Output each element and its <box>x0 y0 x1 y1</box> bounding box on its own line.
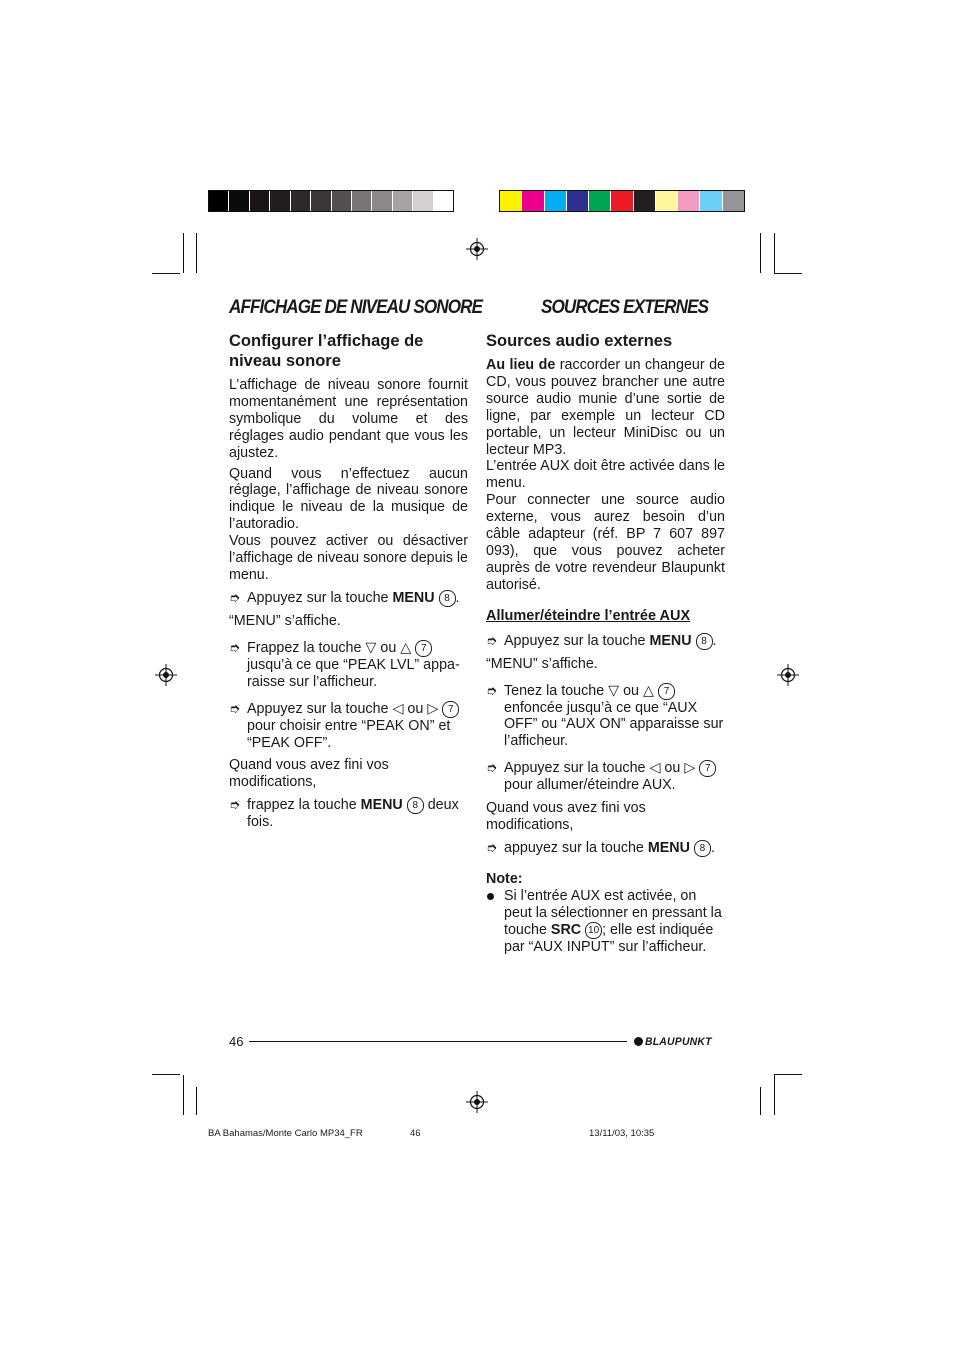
menu-status-text: “MENU” s’affiche. <box>229 612 341 629</box>
registration-mark-icon <box>466 1091 488 1113</box>
color-swatch <box>656 191 678 211</box>
right-triangle-icon: ▷ <box>684 760 696 777</box>
instruction-step: ➮ Appuyez sur la touche ◁ ou ▷ 7 pour allumer/éteindre AUX. <box>486 760 725 794</box>
crop-mark <box>774 1074 802 1075</box>
left-triangle-icon: ◁ <box>649 760 661 777</box>
up-triangle-icon: △ <box>400 639 412 656</box>
paragraph: L’entrée AUX doit être activée dans le menu. <box>486 458 725 492</box>
grayscale-calibration-bar <box>208 190 454 212</box>
gray-swatch <box>434 191 453 211</box>
right-column <box>486 331 725 956</box>
gray-swatch <box>270 191 290 211</box>
crop-mark <box>774 1075 775 1115</box>
gray-swatch <box>229 191 249 211</box>
down-triangle-icon: ▽ <box>365 639 377 656</box>
arrow-icon: ➮ <box>486 760 497 776</box>
brand-logo: BLAUPUNKT <box>634 1035 715 1048</box>
gray-swatch <box>209 191 229 211</box>
arrow-icon: ➮ <box>486 632 497 648</box>
paragraph: Vous pouvez activer ou désactiver l’affichage de niveau sonore depuis le menu. <box>229 533 468 583</box>
button-number-badge: 8 <box>696 633 713 650</box>
gray-swatch <box>291 191 311 211</box>
up-triangle-icon: △ <box>642 682 654 699</box>
color-calibration-bar <box>499 190 745 212</box>
right-section-title: SOURCES EXTERNES <box>541 297 709 318</box>
paragraph: Pour connecter une source audio externe, vous aurez besoin d’un câble adapteur (réf. BP 7 607 897 093), que vous pouvez acheter auprès de votre revendeur Blaupunkt autorisé. <box>486 492 725 593</box>
registration-mark-icon <box>466 238 488 260</box>
paragraph: Au lieu de raccorder un changeur de CD, vous pouvez brancher une autre source audio munie d’une sortie de ligne, par exemple un lecteur CD portable, un lecteur MiniDisc ou un lecteur MP3. <box>486 357 725 458</box>
left-heading: Configurer l’affichage de niveau sonore <box>229 332 424 370</box>
color-swatch <box>567 191 589 211</box>
color-swatch <box>500 191 522 211</box>
color-swatch <box>678 191 700 211</box>
left-triangle-icon: ◁ <box>392 700 404 717</box>
crop-mark <box>152 273 180 274</box>
bullet-icon <box>487 893 494 900</box>
print-page: 46 <box>410 1128 421 1139</box>
registration-mark-icon <box>155 664 177 686</box>
crop-mark <box>774 273 802 274</box>
crop-mark <box>196 233 197 273</box>
color-swatch <box>611 191 633 211</box>
button-number-badge: 7 <box>442 701 459 718</box>
right-triangle-icon: ▷ <box>427 700 439 717</box>
arrow-icon: ➮ <box>229 639 240 655</box>
paragraph: Quand vous avez fini vos modifications, <box>229 757 389 791</box>
footer-rule <box>249 1041 627 1042</box>
color-swatch <box>723 191 744 211</box>
note-item: Si l’entrée AUX est activée, on peut la sélectionner en pressant la touche SRC 10 ; elle est indiquée par “AUX INPUT” sur l’afficheur. <box>486 888 725 956</box>
gray-swatch <box>332 191 352 211</box>
crop-mark <box>183 1075 184 1115</box>
gray-swatch <box>311 191 331 211</box>
button-number-badge: 7 <box>699 760 716 777</box>
note-label: Note: <box>486 870 523 887</box>
crop-mark <box>760 233 761 273</box>
gray-swatch <box>372 191 392 211</box>
instruction-step: ➮ appuyez sur la touche MENU 8 . <box>486 839 715 856</box>
left-section-title: AFFICHAGE DE NIVEAU SONORE <box>229 297 483 318</box>
aux-subheading: Allumer/éteindre l’entrée AUX <box>486 607 691 624</box>
gray-swatch <box>413 191 433 211</box>
instruction-step: ➮ Appuyez sur la touche MENU 8 . <box>229 589 460 606</box>
button-number-badge: 8 <box>694 840 711 857</box>
menu-status-text: “MENU” s’affiche. <box>486 655 598 672</box>
arrow-icon: ➮ <box>486 682 497 698</box>
color-swatch <box>589 191 611 211</box>
paragraph: L’affichage de niveau sonore fournit momentanément une représentation symbolique du volume et des réglages audio pendant que vous les ajustez. <box>229 377 468 461</box>
instruction-step: ➮ Frappez la touche ▽ ou △ 7 jusqu’à ce que “PEAK LVL” appa-raisse sur l’afficheur. <box>229 639 460 690</box>
color-swatch <box>700 191 722 211</box>
crop-mark <box>152 1074 180 1075</box>
crop-mark <box>196 1087 197 1115</box>
left-column <box>229 331 468 837</box>
right-heading: Sources audio externes <box>486 332 673 350</box>
arrow-icon: ➮ <box>229 797 240 813</box>
crop-mark <box>774 233 775 273</box>
print-date: 13/11/03, 10:35 <box>589 1128 655 1139</box>
color-swatch <box>545 191 567 211</box>
gray-swatch <box>352 191 372 211</box>
button-number-badge: 7 <box>658 683 675 700</box>
instruction-step: ➮ Tenez la touche ▽ ou △ 7 enfoncée jusqu’à ce que “AUX OFF” ou “AUX ON” apparaisse sur l’afficheur. <box>486 682 724 750</box>
color-swatch <box>634 191 656 211</box>
gray-swatch <box>250 191 270 211</box>
page-number: 46 <box>229 1034 244 1049</box>
button-number-badge: 10 <box>585 922 602 939</box>
paragraph: Quand vous n’effectuez aucun réglage, l’affichage de niveau sonore indique le niveau de la musique de l’autoradio. <box>229 465 468 533</box>
paragraph: Quand vous avez fini vos modifications, <box>486 800 646 834</box>
button-number-badge: 8 <box>407 797 424 814</box>
print-file-name: BA Bahamas/Monte Carlo MP34_FR <box>208 1128 363 1139</box>
instruction-step: ➮ frappez la touche MENU 8 deux fois. <box>229 797 459 831</box>
button-number-badge: 8 <box>439 590 456 607</box>
crop-mark <box>183 233 184 273</box>
button-number-badge: 7 <box>415 640 432 657</box>
arrow-icon: ➮ <box>229 589 240 605</box>
instruction-step: ➮ Appuyez sur la touche ◁ ou ▷ 7 pour choisir entre “PEAK ON” et “PEAK OFF”. <box>229 701 468 752</box>
gray-swatch <box>393 191 413 211</box>
brand-dot-icon <box>634 1037 643 1046</box>
color-swatch <box>522 191 544 211</box>
crop-mark <box>760 1087 761 1115</box>
registration-mark-icon <box>777 664 799 686</box>
instruction-step: ➮ Appuyez sur la touche MENU 8 . <box>486 632 717 649</box>
arrow-icon: ➮ <box>486 839 497 855</box>
arrow-icon: ➮ <box>229 700 240 716</box>
down-triangle-icon: ▽ <box>608 682 620 699</box>
